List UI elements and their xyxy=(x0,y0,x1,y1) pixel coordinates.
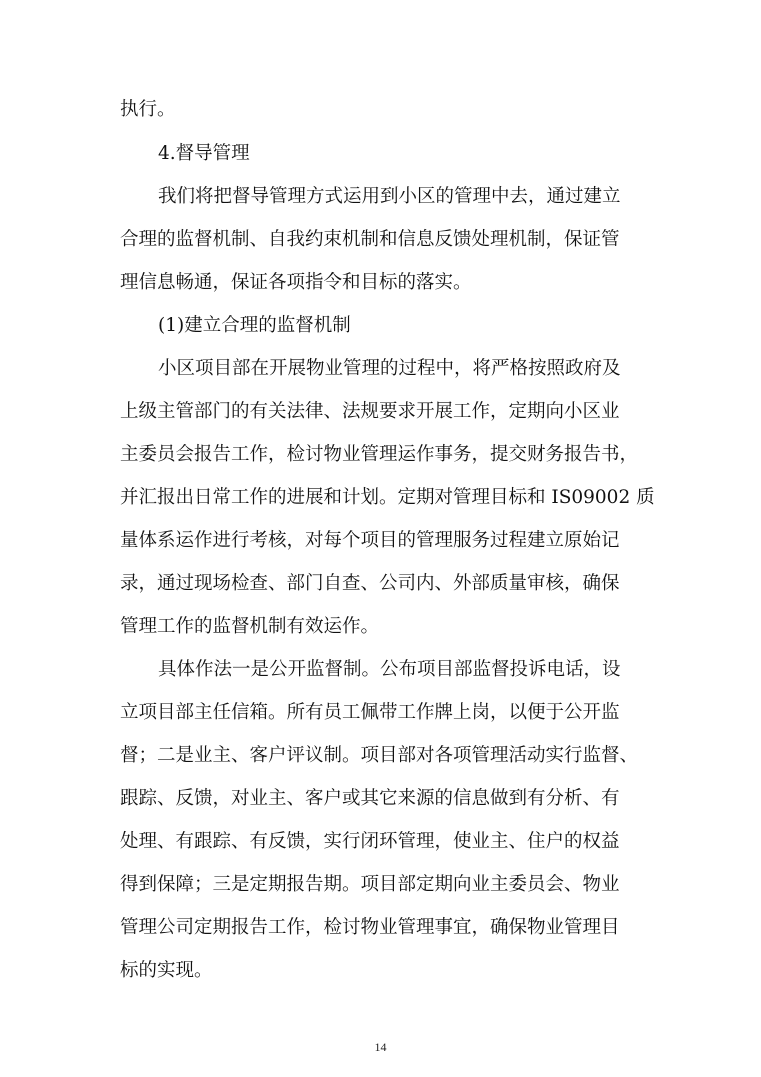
text-line: 管理公司定期报告工作，检讨物业管理事宜，确保物业管理目 xyxy=(120,917,620,938)
section-heading: 4.督导管理 xyxy=(158,143,250,164)
text-line: 立项目部主任信箱。所有员工佩带工作牌上岗，以便于公开监 xyxy=(120,702,620,723)
text-line: 理信息畅通，保证各项指令和目标的落实。 xyxy=(120,272,472,293)
text-line: 标的实现。 xyxy=(120,960,213,981)
text-line: 我们将把督导管理方式运用到小区的管理中去，通过建立 xyxy=(158,186,621,207)
subsection-heading: (1)建立合理的监督机制 xyxy=(158,315,351,336)
text-line: 跟踪、反馈，对业主、客户或其它来源的信息做到有分析、有 xyxy=(120,788,620,809)
text-line: 小区项目部在开展物业管理的过程中，将严格按照政府及 xyxy=(158,358,621,379)
text-line: 录，通过现场检查、部门自查、公司内、外部质量审核，确保 xyxy=(120,573,620,594)
text-line: 并汇报出日常工作的进展和计划。定期对管理目标和 IS09002 质 xyxy=(120,487,655,508)
text-line: 主委员会报告工作，检讨物业管理运作事务，提交财务报告书， xyxy=(120,444,639,465)
text-line: 量体系运作进行考核，对每个项目的管理服务过程建立原始记 xyxy=(120,530,620,551)
text-line: 具体作法一是公开监督制。公布项目部监督投诉电话，设 xyxy=(158,659,621,680)
page-number: 14 xyxy=(374,1040,387,1054)
text-line: 执行。 xyxy=(120,99,176,120)
text-line: 上级主管部门的有关法律、法规要求开展工作，定期向小区业 xyxy=(120,401,620,422)
text-line: 处理、有跟踪、有反馈，实行闭环管理，使业主、住户的权益 xyxy=(120,831,620,852)
text-line: 督；二是业主、客户评议制。项目部对各项管理活动实行监督、 xyxy=(120,745,639,766)
text-line: 管理工作的监督机制有效运作。 xyxy=(120,616,380,637)
text-line: 得到保障；三是定期报告期。项目部定期向业主委员会、物业 xyxy=(120,874,620,895)
text-line: 合理的监督机制、自我约束机制和信息反馈处理机制，保证管 xyxy=(120,229,620,250)
